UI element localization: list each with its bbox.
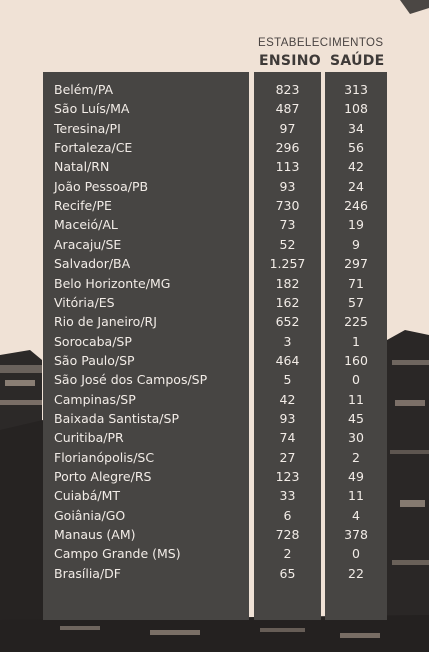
saude-value: 246 (344, 198, 368, 214)
saude-value: 160 (344, 352, 368, 368)
ensino-value: 296 (275, 140, 300, 156)
ensino-value: 162 (275, 294, 300, 310)
city-name: Brasília/DF (54, 565, 121, 581)
ensino-value: 113 (275, 159, 300, 175)
saude-value: 1 (352, 333, 360, 349)
saude-value: 11 (348, 488, 364, 504)
saude-value: 313 (344, 82, 368, 97)
ensino-value: 487 (275, 101, 300, 117)
city-names-panel (43, 72, 249, 620)
ensino-value: 2 (283, 546, 292, 562)
ensino-values-panel (254, 72, 321, 620)
saude-value: 34 (348, 120, 364, 136)
ensino-value: 93 (279, 410, 296, 426)
city-name: Rio de Janeiro/RJ (54, 314, 157, 330)
saude-value: 11 (348, 391, 364, 407)
ensino-value: 73 (279, 217, 296, 233)
city-name: Baixada Santista/SP (54, 410, 179, 426)
ensino-value: 93 (279, 178, 296, 194)
header-title: ESTABELECIMENTOS (258, 37, 384, 49)
saude-value: 24 (348, 178, 364, 194)
saude-value: 378 (344, 527, 368, 543)
ensino-value: 27 (279, 449, 296, 465)
saude-value: 45 (348, 410, 364, 426)
city-name: Fortaleza/CE (54, 140, 133, 156)
saude-value: 2 (352, 449, 360, 465)
ensino-value: 730 (275, 198, 300, 214)
ensino-value: 464 (275, 352, 300, 368)
ensino-value: 74 (279, 430, 296, 446)
city-name: Sorocaba/SP (54, 333, 132, 349)
city-name: Florianópolis/SC (54, 449, 155, 465)
city-name: Aracaju/SE (54, 236, 122, 252)
column-header-ensino: ENSINO (259, 53, 321, 69)
city-name: João Pessoa/PB (54, 178, 149, 194)
city-name: Cuiabá/MT (54, 488, 121, 504)
saude-value: 57 (348, 294, 364, 310)
saude-value: 49 (348, 469, 364, 484)
city-name: Goiânia/GO (54, 507, 126, 523)
ensino-value: 42 (279, 391, 296, 407)
saude-value: 225 (344, 314, 368, 330)
city-name: São Paulo/SP (54, 352, 135, 368)
saude-value: 4 (352, 507, 360, 523)
city-name: Belém/PA (54, 82, 114, 97)
ensino-value: 1.257 (269, 256, 306, 272)
city-name: Campo Grande (MS) (54, 546, 181, 562)
ensino-value: 6 (283, 507, 292, 523)
city-name: São José dos Campos/SP (54, 372, 208, 388)
saude-value: 297 (344, 256, 368, 272)
city-name: Manaus (AM) (54, 527, 136, 543)
saude-value: 9 (352, 236, 360, 252)
ensino-value: 3 (283, 333, 292, 349)
ensino-value: 33 (279, 488, 296, 504)
city-name: Porto Alegre/RS (54, 469, 152, 484)
ensino-value: 182 (275, 275, 300, 291)
saude-value: 19 (348, 217, 364, 233)
ensino-value: 728 (275, 527, 300, 543)
ensino-value: 97 (279, 120, 296, 136)
ensino-value: 652 (275, 314, 300, 330)
saude-value: 56 (348, 140, 364, 156)
city-name: Curitiba/PR (54, 430, 124, 446)
ensino-value: 123 (275, 469, 300, 484)
saude-value: 71 (348, 275, 364, 291)
saude-value: 0 (352, 546, 360, 562)
ensino-value: 65 (279, 565, 296, 581)
saude-values-panel (325, 72, 387, 620)
city-name: Maceió/AL (54, 217, 118, 233)
city-name: Belo Horizonte/MG (54, 275, 171, 291)
city-name: Recife/PE (54, 198, 112, 214)
city-name: Vitória/ES (54, 294, 115, 310)
ensino-value: 823 (275, 82, 300, 97)
city-name: Teresina/PI (54, 120, 121, 136)
saude-value: 22 (348, 565, 364, 581)
city-name: Natal/RN (54, 159, 110, 175)
ensino-value: 52 (279, 236, 296, 252)
city-name: Campinas/SP (54, 391, 136, 407)
ensino-value: 5 (283, 372, 292, 388)
saude-value: 30 (348, 430, 364, 446)
column-header-saude: SAÚDE (330, 53, 385, 69)
saude-value: 0 (352, 372, 360, 388)
city-name: Salvador/BA (54, 256, 131, 272)
city-name: São Luís/MA (54, 101, 130, 117)
saude-value: 108 (344, 101, 368, 117)
saude-value: 42 (348, 159, 364, 175)
